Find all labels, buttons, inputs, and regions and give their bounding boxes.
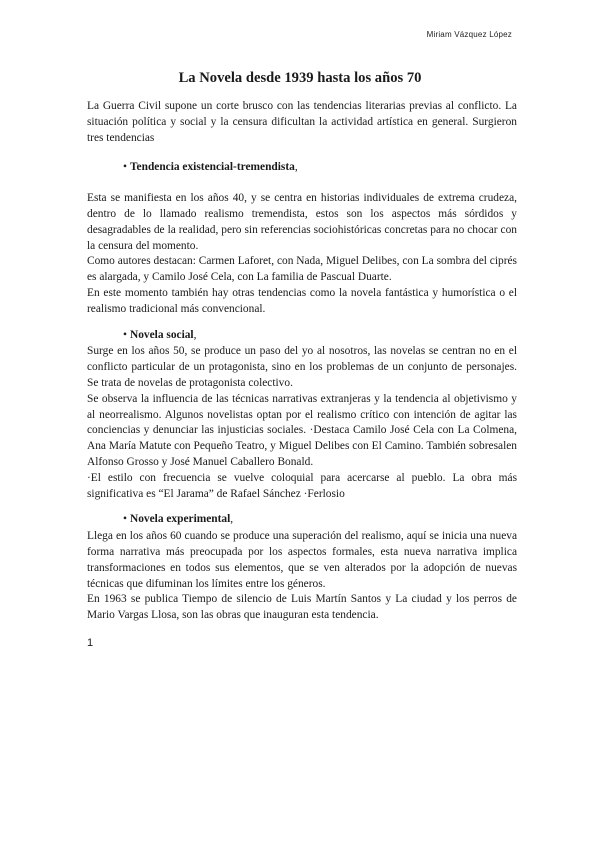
section-heading-suffix: , — [230, 513, 234, 526]
section-heading-text: Tendencia existencial-tremendista — [130, 161, 295, 174]
paragraph: En este momento también hay otras tendencias como la novela fantástica y humorística o el realismo tradicional más convencional. — [87, 286, 517, 315]
bullet-icon: • — [123, 161, 127, 174]
paragraph: Se observa la influencia de las técnicas narrativas extranjeras y la tendencia al objetivismo y al neorrealismo. Algunos novelistas optan por el realismo crítico con intención de agitar las conciencias y denunciar las injusticias sociales. ·Destaca Camilo José Cela con La Colmena, Ana María Matute con Pequeño Teatro, y Miguel Delibes con El Camino. También sobresalen Alfonso Grosso y José Manuel Caballero Bonald. — [87, 392, 517, 468]
paragraph: Llega en los años 60 cuando se produce una superación del realismo, aquí se inicia una nueva forma narrativa más preocupada por los aspectos formales, esta nueva narrativa implica transformaciones en todos sus elementos, que se ven alterados por la adopción de nuevas técnicas que difuminan los límites entre los géneros. — [87, 530, 517, 590]
paragraph: ·El estilo con frecuencia se vuelve coloquial para acercarse al pueblo. La obra más significativa es “El Jarama” de Rafael Sánchez ·Ferlosio — [87, 471, 517, 500]
section-heading-text: Novela experimental — [130, 513, 231, 526]
header-author: Miriam Vázquez López — [426, 30, 512, 39]
section-heading-suffix: , — [193, 328, 197, 341]
section-heading-social — [123, 328, 517, 344]
section-heading-experimental — [123, 512, 517, 528]
document-title: La Novela desde 1939 hasta los años 70 — [178, 70, 422, 86]
intro-paragraph: La Guerra Civil supone un corte brusco con las tendencias literarias previas al conflicto. La situación política y social y la censura dificultan la actividad artística en general. Surgieron tres tendencias — [87, 100, 517, 144]
page-number: 1 — [87, 637, 94, 649]
paragraph: En 1963 se publica Tiempo de silencio de Luis Martín Santos y La ciudad y los perros de Mario Vargas Llosa, son las obras que inauguran esta tendencia. — [87, 593, 517, 622]
bullet-icon: • — [123, 328, 127, 341]
paragraph: Surge en los años 50, se produce un paso del yo al nosotros, las novelas se centran no en el conflicto particular de un protagonista, sino en los problemas de un conjunto de personajes. Se trata de novelas de protagonista colectivo. — [87, 345, 517, 389]
bullet-icon: • — [123, 513, 127, 526]
paragraph: Como autores destacan: Carmen Laforet, con Nada, Miguel Delibes, con La sombra del ciprés es alargada, y Camilo José Cela, con La familia de Pascual Duarte. — [87, 255, 517, 284]
section-heading-suffix: , — [294, 161, 298, 174]
section-heading-text: Novela social — [130, 328, 194, 341]
section-heading-existencial — [123, 160, 517, 176]
document-body — [87, 99, 517, 624]
paragraph: Esta se manifiesta en los años 40, y se centra en historias individuales de extrema crudeza, dentro de lo llamado realismo tremendista, estos son los aspectos más sórdidos y desagradables de la realidad, pero sin referencias sociohistóricas concretas para no chocar con la censura del momento. — [87, 192, 517, 252]
